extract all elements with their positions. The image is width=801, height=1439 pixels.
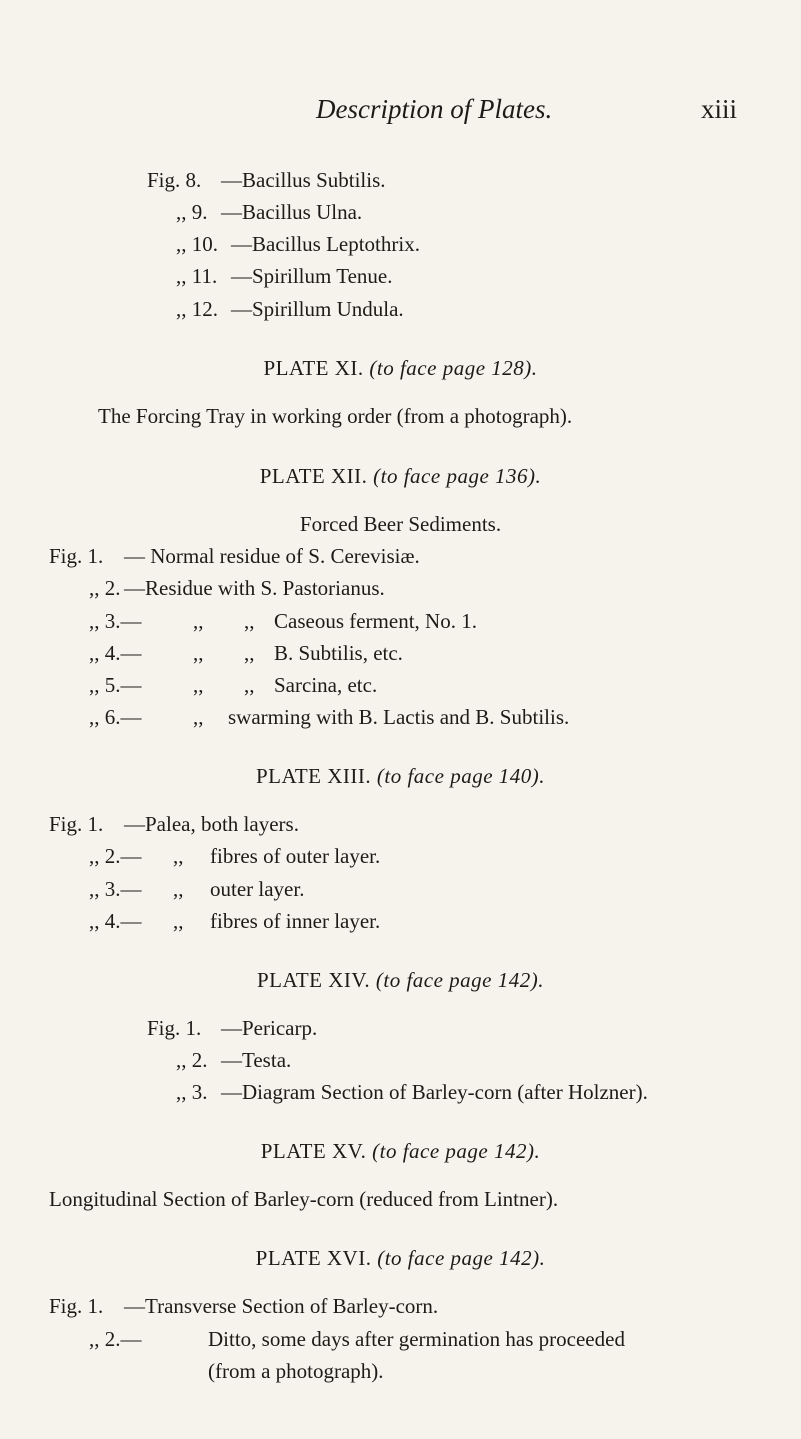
page-number: xiii	[701, 94, 738, 124]
fig-label: Fig. 1.	[49, 1294, 104, 1318]
fig-text: —Pericarp.	[221, 1016, 318, 1040]
page-reference: (to face page 142).	[377, 1246, 546, 1270]
ditto-mark: ,,	[193, 705, 204, 729]
ditto-mark: ,,	[173, 877, 184, 901]
fig-text: Ditto, some days after germination has proceeded	[208, 1327, 625, 1351]
fig-text: —Spirillum Undula.	[231, 297, 404, 321]
fig-label: ,, 2.—	[89, 844, 142, 868]
fig-text: fibres of outer layer.	[210, 844, 381, 868]
plate-number: PLATE XIII.	[255, 764, 372, 788]
plate-number: PLATE XI.	[263, 356, 364, 380]
fig-label: Fig. 8.	[147, 168, 202, 192]
fig-label: ,, 6.—	[89, 705, 142, 729]
fig-label: Fig. 1.	[147, 1016, 202, 1040]
fig-label: ,, 2.	[89, 576, 121, 600]
plate-xv-caption: Longitudinal Section of Barley-corn (reduced from Lintner).	[49, 1187, 559, 1211]
page-reference: (to face page 128).	[369, 356, 538, 380]
ditto-mark: ,,	[173, 844, 184, 868]
fig-text: outer layer.	[210, 877, 305, 901]
plate-xi-heading	[0, 356, 801, 381]
ditto-mark: ,,	[193, 673, 204, 697]
fig-text: —Spirillum Tenue.	[231, 264, 393, 288]
ditto-mark: ,,	[193, 641, 204, 665]
fig-text: —Testa.	[221, 1048, 292, 1072]
fig-text: —Diagram Section of Barley-corn (after Holzner).	[221, 1080, 648, 1104]
fig-text: —Palea, both layers.	[124, 812, 299, 836]
fig-text-continuation: (from a photograph).	[208, 1359, 384, 1383]
fig-text: Sarcina, etc.	[274, 673, 378, 697]
plate-number: PLATE XII.	[259, 464, 368, 488]
fig-label: ,, 9.	[176, 200, 208, 224]
running-header-title: Description of Plates.	[316, 94, 553, 124]
fig-text: —Bacillus Ulna.	[221, 200, 363, 224]
page-reference: (to face page 140).	[376, 764, 546, 788]
page-reference: (to face page 136).	[373, 464, 542, 488]
fig-text: —Bacillus Subtilis.	[221, 168, 386, 192]
fig-label: ,, 12.	[176, 297, 218, 321]
plate-number: PLATE XVI.	[255, 1246, 372, 1270]
ditto-mark: ,,	[244, 609, 255, 633]
plate-xiv-heading	[0, 968, 801, 993]
plate-xv-heading	[0, 1139, 801, 1164]
fig-label: ,, 5.—	[89, 673, 142, 697]
plate-number: PLATE XV.	[260, 1139, 367, 1163]
ditto-mark: ,,	[173, 909, 184, 933]
fig-text: — Normal residue of S. Cerevisiæ.	[124, 544, 420, 568]
fig-label: ,, 2.	[176, 1048, 208, 1072]
fig-label: Fig. 1.	[49, 812, 104, 836]
fig-text: —Residue with S. Pastorianus.	[124, 576, 385, 600]
page-reference: (to face page 142).	[372, 1139, 541, 1163]
fig-label: ,, 3.—	[89, 877, 142, 901]
fig-text: —Transverse Section of Barley-corn.	[124, 1294, 439, 1318]
fig-label: ,, 3.—	[89, 609, 142, 633]
fig-label: ,, 4.—	[89, 641, 142, 665]
page-reference: (to face page 142).	[375, 968, 544, 992]
fig-text: Caseous ferment, No. 1.	[274, 609, 477, 633]
fig-text: fibres of inner layer.	[210, 909, 381, 933]
plate-number: PLATE XIV.	[257, 968, 371, 992]
fig-label: ,, 11.	[176, 264, 218, 288]
fig-text: B. Subtilis, etc.	[274, 641, 403, 665]
plate-xvi-heading	[0, 1246, 801, 1271]
plate-xii-subtitle: Forced Beer Sediments.	[299, 512, 502, 536]
fig-label: ,, 2.—	[89, 1327, 142, 1351]
plate-xiii-heading	[0, 764, 801, 789]
fig-label: ,, 4.—	[89, 909, 142, 933]
ditto-mark: ,,	[244, 673, 255, 697]
fig-text: —Bacillus Leptothrix.	[231, 232, 420, 256]
fig-text: swarming with B. Lactis and B. Subtilis.	[228, 705, 570, 729]
fig-label: ,, 10.	[176, 232, 218, 256]
plate-xi-caption: The Forcing Tray in working order (from a photograph).	[98, 404, 573, 428]
ditto-mark: ,,	[193, 609, 204, 633]
fig-label: ,, 3.	[176, 1080, 208, 1104]
fig-label: Fig. 1.	[49, 544, 104, 568]
ditto-mark: ,,	[244, 641, 255, 665]
plate-xii-heading	[0, 464, 801, 489]
